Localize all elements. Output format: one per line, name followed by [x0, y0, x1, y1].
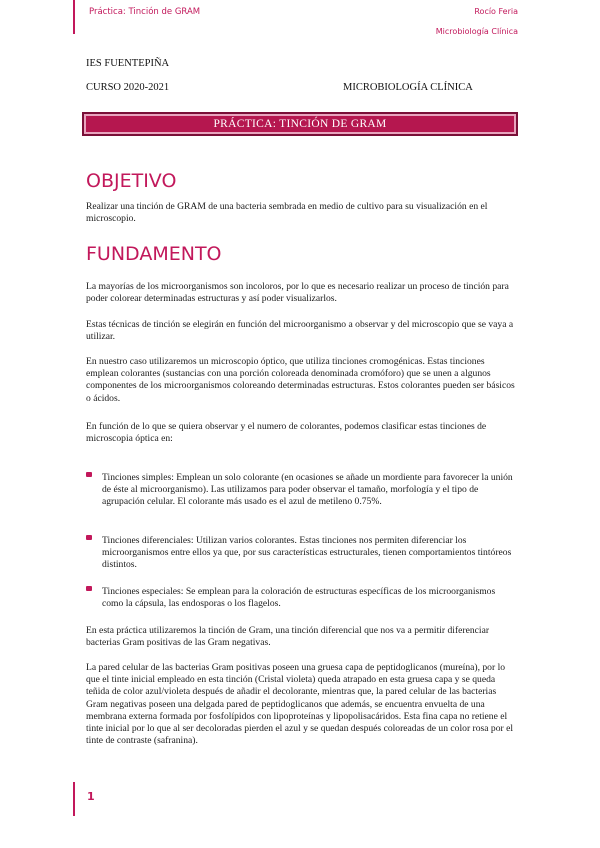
module-name: MICROBIOLOGÍA CLÍNICA	[343, 82, 473, 93]
fundamento-paragraph-4: En función de lo que se quiera observar y el numero de colorantes, podemos clasificar estas tinciones de microscopia óptica en:	[86, 421, 487, 445]
fundamento-paragraph-3: En nuestro caso utilizaremos un microscopio óptico, que utiliza tinciones cromogénicas. Estas tinciones emplean colorantes (sustancias con una porción coloreada denominada cromóforo) que se unen a algunos componentes de los microorganismos coloreando determinadas estructuras. Estos colorantes pueden ser básicos o ácidos.	[86, 356, 515, 404]
header-rule	[73, 0, 75, 34]
fundamento-paragraph-2: Estas técnicas de tinción se elegirán en función del microorganismo a observar y del microscopio que se vaya a utilizar.	[86, 319, 514, 343]
title-banner	[82, 112, 518, 136]
bullet-tinciones-diferenciales: Tinciones diferenciales: Utilizan varios colorantes. Estas tinciones nos permiten diferenciar los microorganismos entre ellos ya que, por sus características estructurales, tienen comportamientos tintóreos distintos.	[102, 535, 512, 571]
fundamento-paragraph-5: En esta práctica utilizaremos la tinción de Gram, una tinción diferencial que nos va a permitir diferenciar bacterias Gram positivas de las Gram negativas.	[86, 625, 490, 649]
bullet-marker	[86, 586, 92, 591]
bullet-tinciones-especiales: Tinciones especiales: Se emplean para la coloración de estructuras específicas de los microorganismos como la cápsula, las endosporas o los flagelos.	[102, 586, 496, 610]
fundamento-heading: FUNDAMENTO	[86, 243, 222, 265]
footer-rule	[73, 782, 75, 816]
course-year: CURSO 2020-2021	[86, 82, 170, 93]
fundamento-paragraph-1: La mayorías de los microorganismos son incoloros, por lo que es necesario realizar un proceso de tinción para poder colorear determinadas estructuras y así poder visualizarlos.	[86, 281, 509, 305]
bullet-marker	[86, 535, 92, 540]
objetivo-heading: OBJETIVO	[86, 170, 177, 192]
bullet-tinciones-simples: Tinciones simples: Emplean un solo colorante (en ocasiones se añade un mordiente para favorecer la unión de éste al microorganismo). Las utilizamos para poder observar el tamaño, morfología y el tipo de agrupación celular. El colorante más usado es el azul de metileno 0.75%.	[102, 472, 513, 508]
page-number: 1	[87, 790, 95, 803]
banner-title: PRÁCTICA: TINCIÓN DE GRAM	[213, 118, 387, 130]
header-title: Práctica: Tinción de GRAM	[89, 7, 201, 17]
fundamento-paragraph-6: La pared celular de las bacterias Gram positivas poseen una gruesa capa de peptidoglicanos (mureína), por lo que el tinte inicial empleado en esta tinción (Cristal violeta) queda atrapado en esta gruesa capa y se queda teñida de color azul/violeta después de añadir el decolorante, mientras que, la pared celular de las bacterias Gram negativas poseen una delgada pared de peptidoglicanos que además, se encuentra envuelta de una membrana externa formada por fosfolípidos con lipoproteínas y lipopolisacáridos. Esta fina capa no retiene el tinte inicial por lo que al ser decoloradas pierden el azul y se quedan después coloreadas de un color rosa por el tinte de contraste (safranina).	[86, 662, 514, 747]
bullet-marker	[86, 472, 92, 477]
header-subject: Microbiología Clínica	[435, 27, 518, 36]
objetivo-text: Realizar una tinción de GRAM de una bacteria sembrada en medio de cultivo para su visualización en el microscopio.	[86, 201, 488, 225]
school-name: IES FUENTEPIÑA	[86, 58, 170, 69]
header-author: Rocío Feria	[474, 7, 518, 16]
